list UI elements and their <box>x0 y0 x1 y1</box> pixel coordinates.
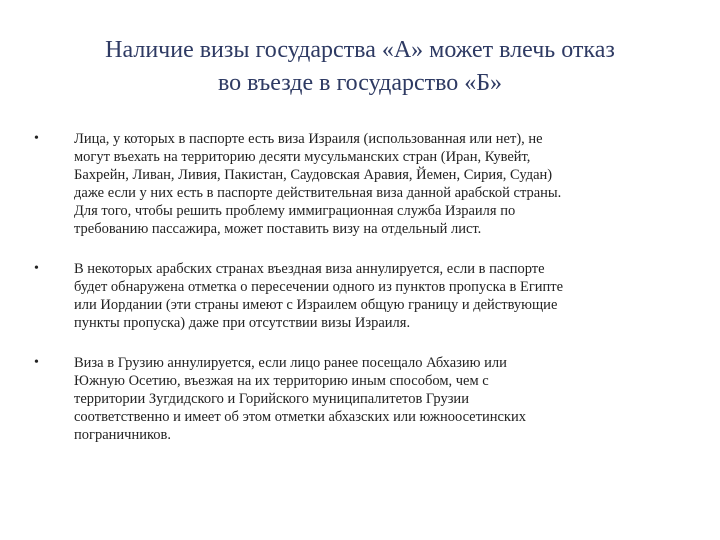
bullet-dot-icon: • <box>34 261 39 276</box>
bullet-item-israel-visa <box>34 130 674 238</box>
bullet-dot-icon: • <box>34 355 39 370</box>
bullet-text-israel-visa: Лица, у которых в паспорте есть виза Израиля (использованная или нет), не могут въехать на территорию десяти мусульманских стран (Иран, Кувейт, Бахрейн, Ливан, Ливия, Пакистан, Саудовская Аравия, Йемен, Сирия, Судан) даже если у них есть в паспорте действительная виза данной арабской страны. Для того, чтобы решить проблему иммиграционная служба Израиля по требованию пассажира, может поставить визу на отдельный лист. <box>74 131 562 237</box>
bullet-text-arab-countries: В некоторых арабских странах въездная виза аннулируется, если в паспорте будет обнаружена отметка о пересечении одного из пунктов пропуска в Египте или Иордании (эти страны имеют с Израилем общую границу и действующие пункты пропуска) даже при отсутствии визы Израиля. <box>74 261 564 331</box>
slide-title-line-2: во въезде в государство «Б» <box>217 70 503 96</box>
slide-title-line-1: Наличие визы государства «А» может влечь отказ <box>105 37 615 63</box>
bullet-item-arab-countries <box>34 260 674 332</box>
bullet-list <box>34 130 674 466</box>
slide-title <box>30 34 690 100</box>
bullet-item-georgia-visa <box>34 354 674 444</box>
bullet-dot-icon: • <box>34 131 39 146</box>
bullet-text-georgia-visa: Виза в Грузию аннулируется, если лицо ранее посещало Абхазию или Южную Осетию, въезжая на их территорию иным способом, чем с территории Зугдидского и Горийского муниципалитетов Грузии соответственно и имеет об этом отметки абхазских или южноосетинских пограничников. <box>74 355 526 443</box>
